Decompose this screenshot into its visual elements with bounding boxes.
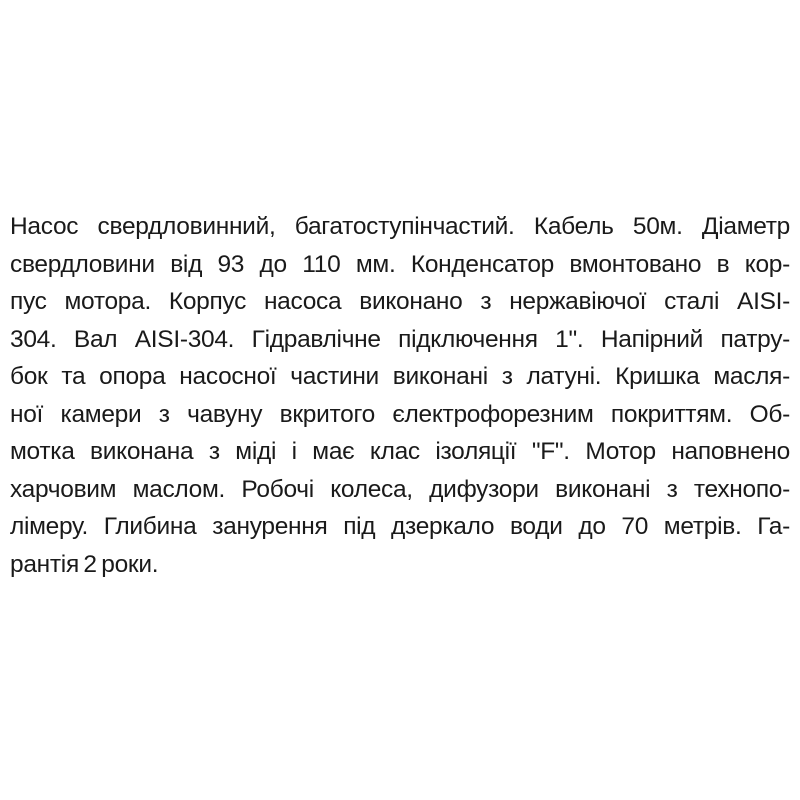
description-text-line: пус мотора. Корпус насоса виконано з нержавіючої сталі AISI- — [10, 288, 790, 315]
description-text-line: лімеру. Глибина занурення під дзеркало води до 70 метрів. Га- — [10, 513, 790, 540]
description-text-line: мотка виконана з міді і має клас ізоляції "F". Мотор наповнено — [10, 438, 790, 465]
description-text-line: харчовим маслом. Робочі колеса, дифузори виконані з технопо- — [10, 475, 790, 503]
description-text-line: свердловини від 93 до 110 мм. Конденсатор вмонтовано в кор- — [10, 250, 790, 278]
description-text-line: рантія 2 роки. — [10, 550, 159, 578]
description-text-line: ної камери з чавуну вкритого єлектрофорезним покриттям. Об- — [10, 400, 790, 428]
product-description — [10, 208, 790, 583]
description-text-line: Насос свердловинний, багатоступінчастий. Кабель 50м. Діаметр — [10, 213, 790, 240]
description-text-line: 304. Вал AISI-304. Гідравлічне підключення 1". Напірний патру- — [10, 325, 790, 353]
description-text-line: бок та опора насосної частини виконані з латуні. Кришка масля- — [10, 363, 790, 390]
